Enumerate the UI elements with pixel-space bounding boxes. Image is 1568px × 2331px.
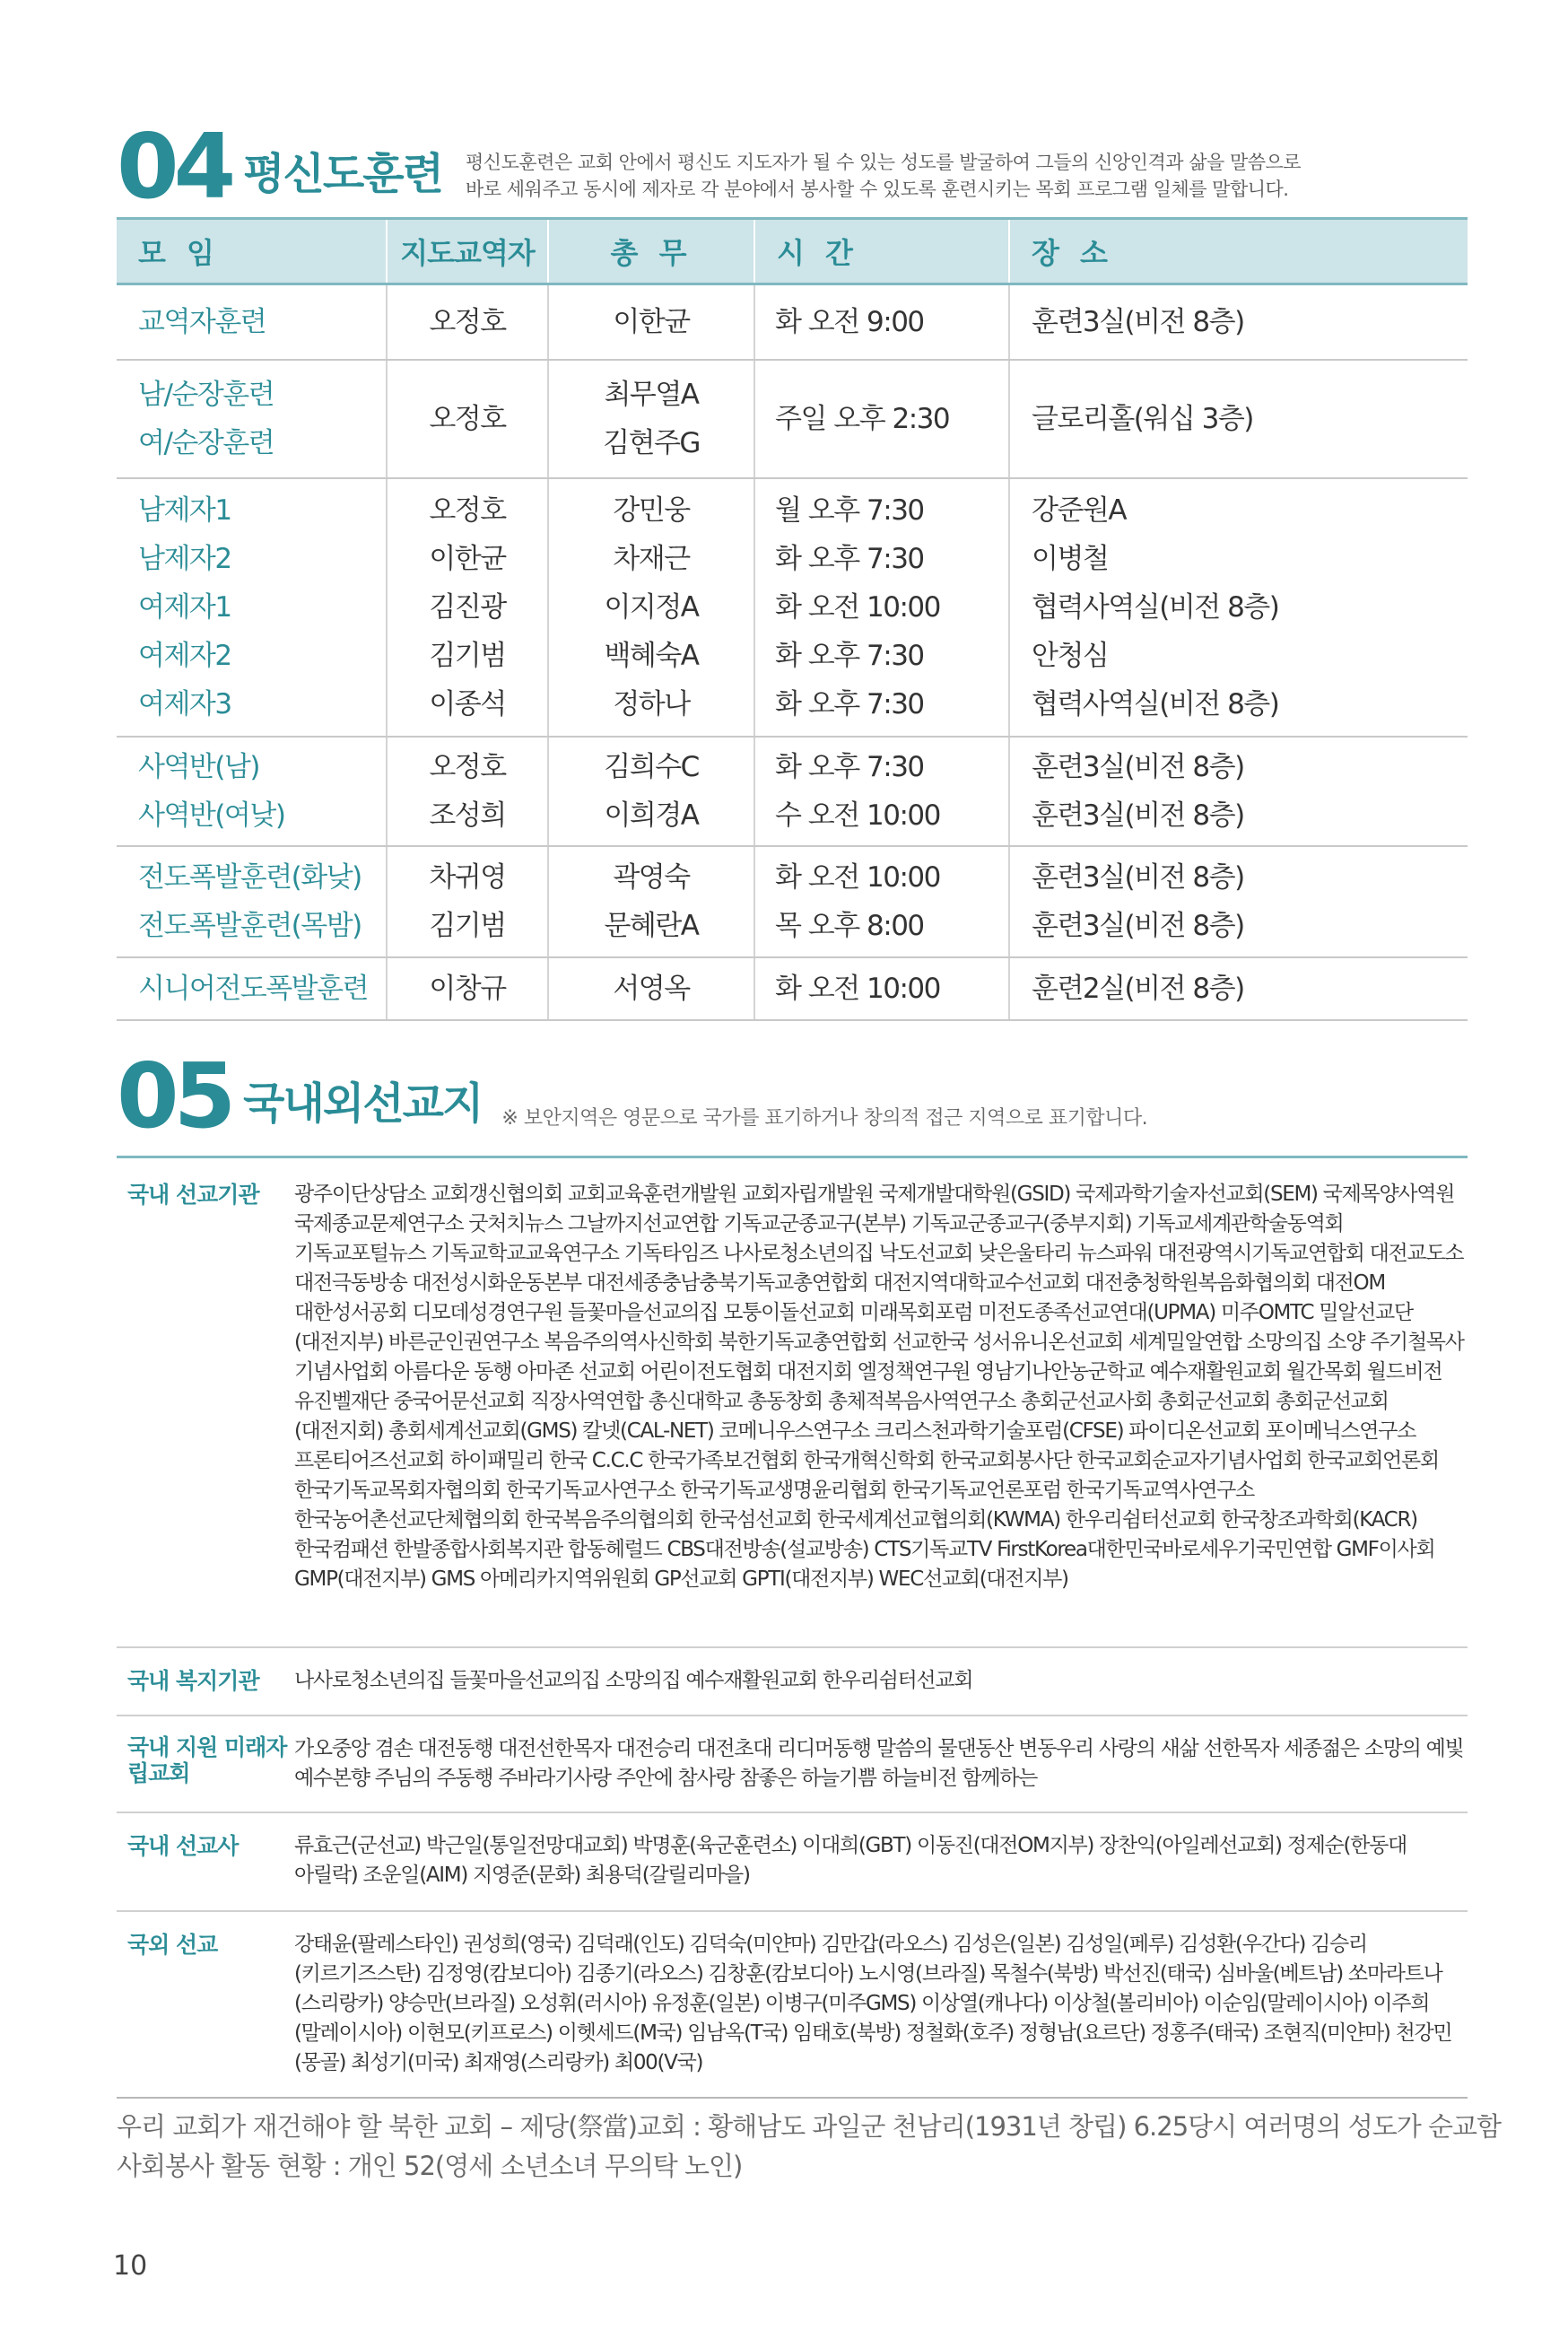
secretary-cell: 최무열A 김현주G [548,360,754,478]
secretary-cell: 이한균 [548,284,754,360]
list-item [117,1716,1468,1813]
header-time: 시 간 [754,219,1009,284]
meeting-cell: 남제자1 남제자2 여제자1 여제자2 여제자3 [117,478,387,737]
section-note: ※ 보안지역은 영문으로 국가를 표기하거나 창의적 접근 지역으로 표기합니다. [501,1107,1148,1130]
table-row [117,957,1468,1020]
header-leader: 지도교역자 [387,219,548,284]
secretary-cell: 서영옥 [548,957,754,1020]
table-row [117,478,1468,737]
time-cell: 화 오전 9:00 [754,284,1009,360]
section-title: 국내외선교지 [243,1078,483,1129]
secretary-cell: 김희수C 이희경A [548,737,754,846]
header-meeting: 모 임 [117,219,387,284]
mission-list [117,1156,1468,2099]
header-place: 장 소 [1009,219,1468,284]
place-cell: 글로리홀(워십 3층) [1009,360,1468,478]
meeting-cell: 사역반(남) 사역반(여낮) [117,737,387,846]
training-table [117,217,1468,1021]
page-number: 10 [113,2250,148,2282]
mission-text: 가오중앙 겸손 대전동행 대전선한목자 대전승리 대전초대 리디머동행 말씀의 물댄동산 변동우리 사랑의 새삶 선한목자 세종젊은 소망의 예빛 예수본향 주님의 주동행 주바라기사랑 주안에 참사랑 참좋은 하늘기쁨 하늘비전 함께하는 [294,1737,1464,1790]
place-cell: 훈련2실(비전 8층) [1009,957,1468,1020]
section-title: 평신도훈련 [243,149,443,199]
table-row [117,284,1468,360]
meeting-cell: 교역자훈련 [117,284,387,360]
place-cell: 훈련3실(비전 8층) 훈련3실(비전 8층) [1009,846,1468,957]
footer-line: 우리 교회가 재건해야 할 북한 교회 – 제당(祭當)교회 : 황해남도 과일군 천남리(1931년 창립) 6.25당시 여러명의 성도가 순교함 [117,2111,1501,2142]
section-04-header [117,114,1302,219]
mission-text: 강태윤(팔레스타인) 권성희(영국) 김덕래(인도) 김덕숙(미얀마) 김만갑(라오스) 김성은(일본) 김성일(페루) 김성환(우간다) 김승리(키르기즈스탄) 김정영(캄보디아) 김종기(라오스) 김창훈(캄보디아) 노시영(브라질) 목철수(북방) 박선진(태국) 심바울(베트남) 쏘마라트나(스리랑카) 양승만(브라질) 오성휘(러시아) 유정훈(일본) 이병구(미주GMS) 이상열(캐나다) 이상철(볼리비아) 이순임(말레이시아) 이주희(말레이시아) 이현모(키프로스) 이헷세드(M국) 임남옥(T국) 임태호(북방) 정철화(호주) 정형남(요르단) 정홍주(태국) 조현직(미얀마) 천강민(몽골) 최성기(미국) 최재영(스리랑카) 최00(V국) [294,1933,1452,2074]
table-row [117,360,1468,478]
meeting-cell: 남/순장훈련 여/순장훈련 [117,360,387,478]
list-item [117,1648,1468,1716]
mission-label: 국내 복지기관 [127,1668,259,1694]
time-cell: 월 오후 7:30 화 오후 7:30 화 오전 10:00 화 오후 7:30 화 오후 7:30 [754,478,1009,737]
mission-label: 국내 선교사 [127,1833,239,1859]
place-cell: 훈련3실(비전 8층) 훈련3실(비전 8층) [1009,737,1468,846]
footer-line: 사회봉사 활동 현황 : 개인 52(영세 소년소녀 무의탁 노인) [117,2151,743,2181]
list-item [117,1158,1468,1648]
mission-text: 나사로청소년의집 들꽃마을선교의집 소망의집 예수재활원교회 한우리쉼터선교회 [294,1669,973,1692]
table-row [117,846,1468,957]
mission-label: 국외 선교 [127,1932,218,1958]
mission-label: 국내 지원 미래자립교회 [127,1734,287,1786]
time-cell: 화 오전 10:00 목 오후 8:00 [754,846,1009,957]
mission-text: 광주이단상담소 교회갱신협의회 교회교육훈련개발원 교회자립개발원 국제개발대학원(GSID) 국제과학기술자선교회(SEM) 국제목양사역원 국제종교문제연구소 굿처치뉴스 그날까지선교연합 기독교군종교구(본부) 기독교군종교구(중부지회) 기독교세계관학술동역회 기독교포털뉴스 기독교학교교육연구소 기독타임즈 나사로청소년의집 낙도선교회 낮은울타리 뉴스파워 대전광역시기독교연합회 대전교도소 대전극동방송 대전성시화운동본부 대전세종충남충북기독교총연합회 대전지역대학교수선교회 대전충청학원복음화협의회 대전OM 대한성서공회 디모데성경연구원 들꽃마을선교의집 모퉁이돌선교회 미래목회포럼 미전도종족선교연대(UPMA) 미주OMTC 밀알선교단(대전지부) 바른군인권연구소 복음주의역사신학회 북한기독교총연합회 선교한국 성서유니온선교회 세계밀알연합 소망의집 소양 주기철목사 기념사업회 아름다운 동행 아마존 선교회 어린이전도협회 대전지회 엘정책연구원 영남기나안농군학교 예수재활원교회 월간목회 월드비전 유진벨재단 중국어문선교회 직장사역연합 총신대학교 총동창회 총체적복음사역연구소 총회군선교사회 총회군선교회 총회군선교회(대전지회) 총회세계선교회(GMS) 칼넷(CAL-NET) 코메니우스연구소 크리스천과학기술포럼(CFSE) 파이디온선교회 포이메닉스연구소 프론티어즈선교회 하이패밀리 한국 C.C.C 한국가족보건협회 한국개혁신학회 한국교회봉사단 한국교회순교자기념사업회 한국교회언론회 한국기독교목회자협의회 한국기독교사연구소 한국기독교생명윤리협회 한국기독교언론포럼 한국기독교역사연구소 한국농어촌선교단체협의회 한국복음주의협의회 한국섬선교회 한국세계선교협의회(KWMA) 한우리쉼터선교회 한국창조과학회(KACR) 한국컴패션 한발종합사회복지관 합동헤럴드 CBS대전방송(설교방송) CTS기독교TV FirstKorea대한민국바로세우기국민연합 GMF이사회 GMP(대전지부) GMS 아메리카지역위원회 GP선교회 GPTI(대전지부) WEC선교회(대전지부) [294,1183,1464,1591]
place-cell: 훈련3실(비전 8층) [1009,284,1468,360]
leader-cell: 차귀영 김기범 [387,846,548,957]
list-item [117,1813,1468,1912]
meeting-cell: 전도폭발훈련(화낮) 전도폭발훈련(목밤) [117,846,387,957]
secretary-cell: 강민웅 차재근 이지정A 백혜숙A 정하나 [548,478,754,737]
leader-cell: 오정호 [387,284,548,360]
mission-label: 국내 선교기관 [127,1182,259,1208]
list-item [117,1912,1468,2099]
section-number: 04 [117,114,231,219]
description-line: 평신도훈련은 교회 안에서 평신도 지도자가 될 수 있는 성도를 발굴하여 그들의 신앙인격과 삶을 말씀으로 [466,152,1302,173]
table-row [117,737,1468,846]
description-line: 바로 세워주고 동시에 제자로 각 분야에서 봉사할 수 있도록 훈련시키는 목회 프로그램 일체를 말합니다. [466,179,1289,200]
footer-notes [117,2107,1501,2186]
meeting-cell: 시니어전도폭발훈련 [117,957,387,1020]
section-05-header [117,1043,1148,1148]
time-cell: 화 오후 7:30 수 오전 10:00 [754,737,1009,846]
section-description [466,149,1301,203]
time-cell: 화 오전 10:00 [754,957,1009,1020]
secretary-cell: 곽영숙 문혜란A [548,846,754,957]
place-cell: 강준원A 이병철 협력사역실(비전 8층) 안청심 협력사역실(비전 8층) [1009,478,1468,737]
leader-cell: 오정호 조성희 [387,737,548,846]
time-cell: 주일 오후 2:30 [754,360,1009,478]
mission-text: 류효근(군선교) 박근일(통일전망대교회) 박명훈(육군훈련소) 이대희(GBT) 이동진(대전OM지부) 장찬익(아일레선교회) 정제순(한동대 아릴락) 조운일(AIM) 지영준(문화) 최용덕(갈릴리마을) [294,1834,1407,1887]
table-header-row [117,219,1468,284]
leader-cell: 이창규 [387,957,548,1020]
leader-cell: 오정호 이한균 김진광 김기범 이종석 [387,478,548,737]
header-secretary: 총 무 [548,219,754,284]
section-number: 05 [117,1043,231,1148]
leader-cell: 오정호 [387,360,548,478]
